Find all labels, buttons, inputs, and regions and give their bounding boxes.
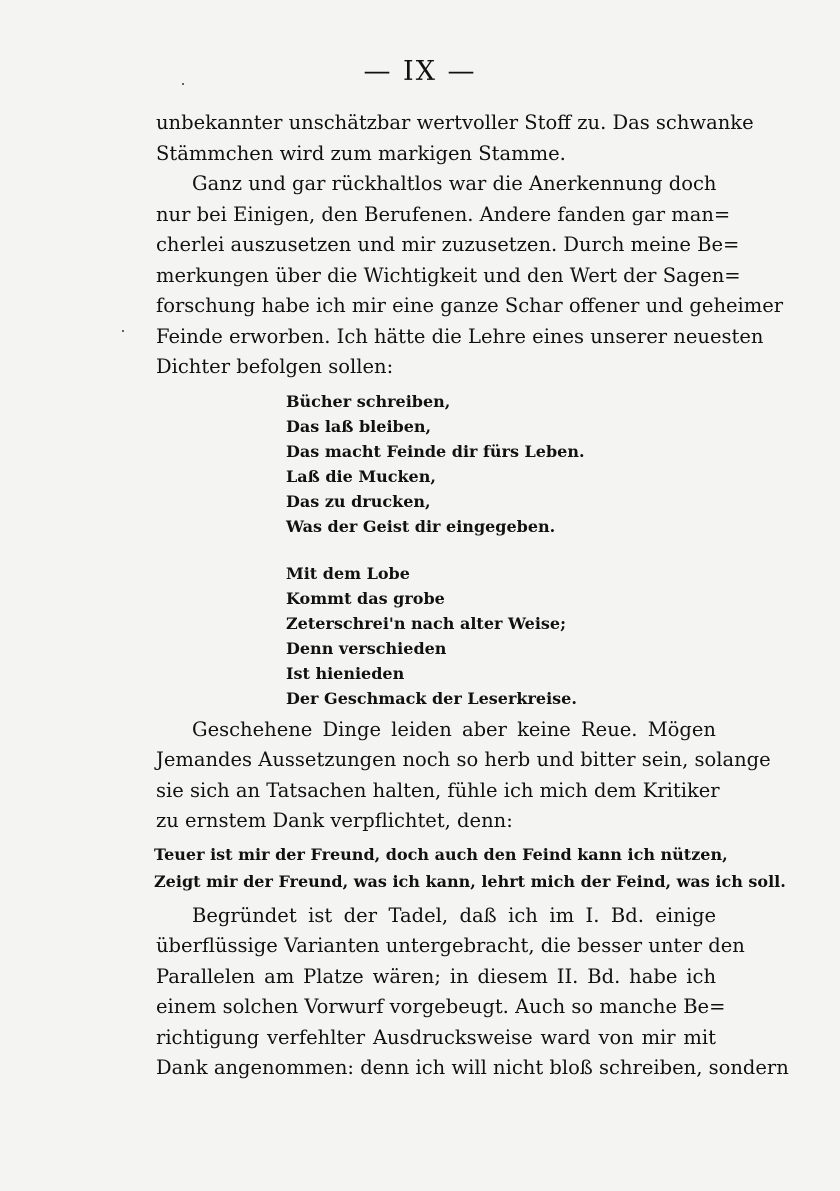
text-line: Parallelen am Platze wären; in diesem II. Bd. habe ich (156, 964, 716, 988)
scan-speck (122, 330, 124, 332)
page-number: — IX — (363, 56, 477, 87)
text-line: überflüssige Varianten untergebracht, die besser unter den (156, 934, 745, 957)
verse-line: Was der Geist dir eingegeben. (286, 516, 556, 536)
text-line: einem solchen Vorwurf vorgebeugt. Auch so manche Be= (156, 995, 726, 1018)
verse-line: Das zu drucken, (286, 491, 431, 511)
text-line: Begründet ist der Tadel, daß ich im I. Bd. einige (192, 903, 716, 927)
verse-line: Mit dem Lobe (286, 563, 410, 583)
poem-stanza-1 (286, 389, 716, 539)
quote-line: Zeigt mir der Freund, was ich kann, lehrt mich der Feind, was ich soll. (154, 871, 786, 891)
text-line: richtigung verfehlter Ausdrucksweise ward von mir mit (156, 1025, 716, 1049)
poem (286, 389, 716, 711)
text-line: Dichter befolgen sollen: (156, 355, 394, 378)
text-line: unbekannter unschätzbar wertvoller Stoff zu. Das schwanke (156, 111, 754, 134)
verse-line: Zeterschrei'n nach alter Weise; (286, 613, 567, 633)
verse-line: Bücher schreiben, (286, 391, 451, 411)
verse-line: Laß die Mucken, (286, 466, 436, 486)
paragraph-4 (156, 901, 789, 1084)
text-line: Dank angenommen: denn ich will nicht bloß schreiben, sondern (156, 1056, 789, 1079)
paragraph-1 (156, 108, 754, 169)
text-line: zu ernstem Dank verpflichtet, denn: (156, 809, 513, 832)
text-line: Stämmchen wird zum markigen Stamme. (156, 141, 566, 165)
verse-line: Denn verschieden (286, 638, 447, 658)
verse-line: Ist hienieden (286, 663, 405, 683)
text-line: Geschehene Dinge leiden aber keine Reue. Mögen (192, 717, 716, 741)
paragraph-3 (156, 715, 771, 837)
text-line: forschung habe ich mir eine ganze Schar offener und geheimer (156, 294, 784, 317)
text-line: nur bei Einigen, den Berufenen. Andere fanden gar man= (156, 202, 731, 226)
verse-line: Das laß bleiben, (286, 416, 432, 436)
quote-line: Teuer ist mir der Freund, doch auch den Feind kann ich nützen, (154, 844, 728, 864)
page-body (154, 108, 789, 1084)
text-line: Ganz und gar rückhaltlos war die Anerkennung doch (192, 172, 717, 195)
verse-line: Das macht Feinde dir fürs Leben. (286, 441, 585, 461)
text-line: sie sich an Tatsachen halten, fühle ich mich dem Kritiker (156, 778, 720, 802)
text-line: cherlei auszusetzen und mir zuzusetzen. Durch meine Be= (156, 233, 740, 256)
poem-stanza-2 (286, 561, 716, 711)
text-line: Jemandes Aussetzungen noch so herb und bitter sein, solange (156, 748, 771, 771)
quote-distich (154, 841, 786, 895)
paragraph-2 (156, 169, 784, 383)
text-line: Feinde erworben. Ich hätte die Lehre eines unserer neuesten (156, 324, 764, 348)
text-line: merkungen über die Wichtigkeit und den Wert der Sagen= (156, 263, 741, 287)
verse-line: Der Geschmack der Leserkreise. (286, 688, 577, 708)
verse-line: Kommt das grobe (286, 588, 445, 608)
stanza-gap (286, 539, 716, 561)
